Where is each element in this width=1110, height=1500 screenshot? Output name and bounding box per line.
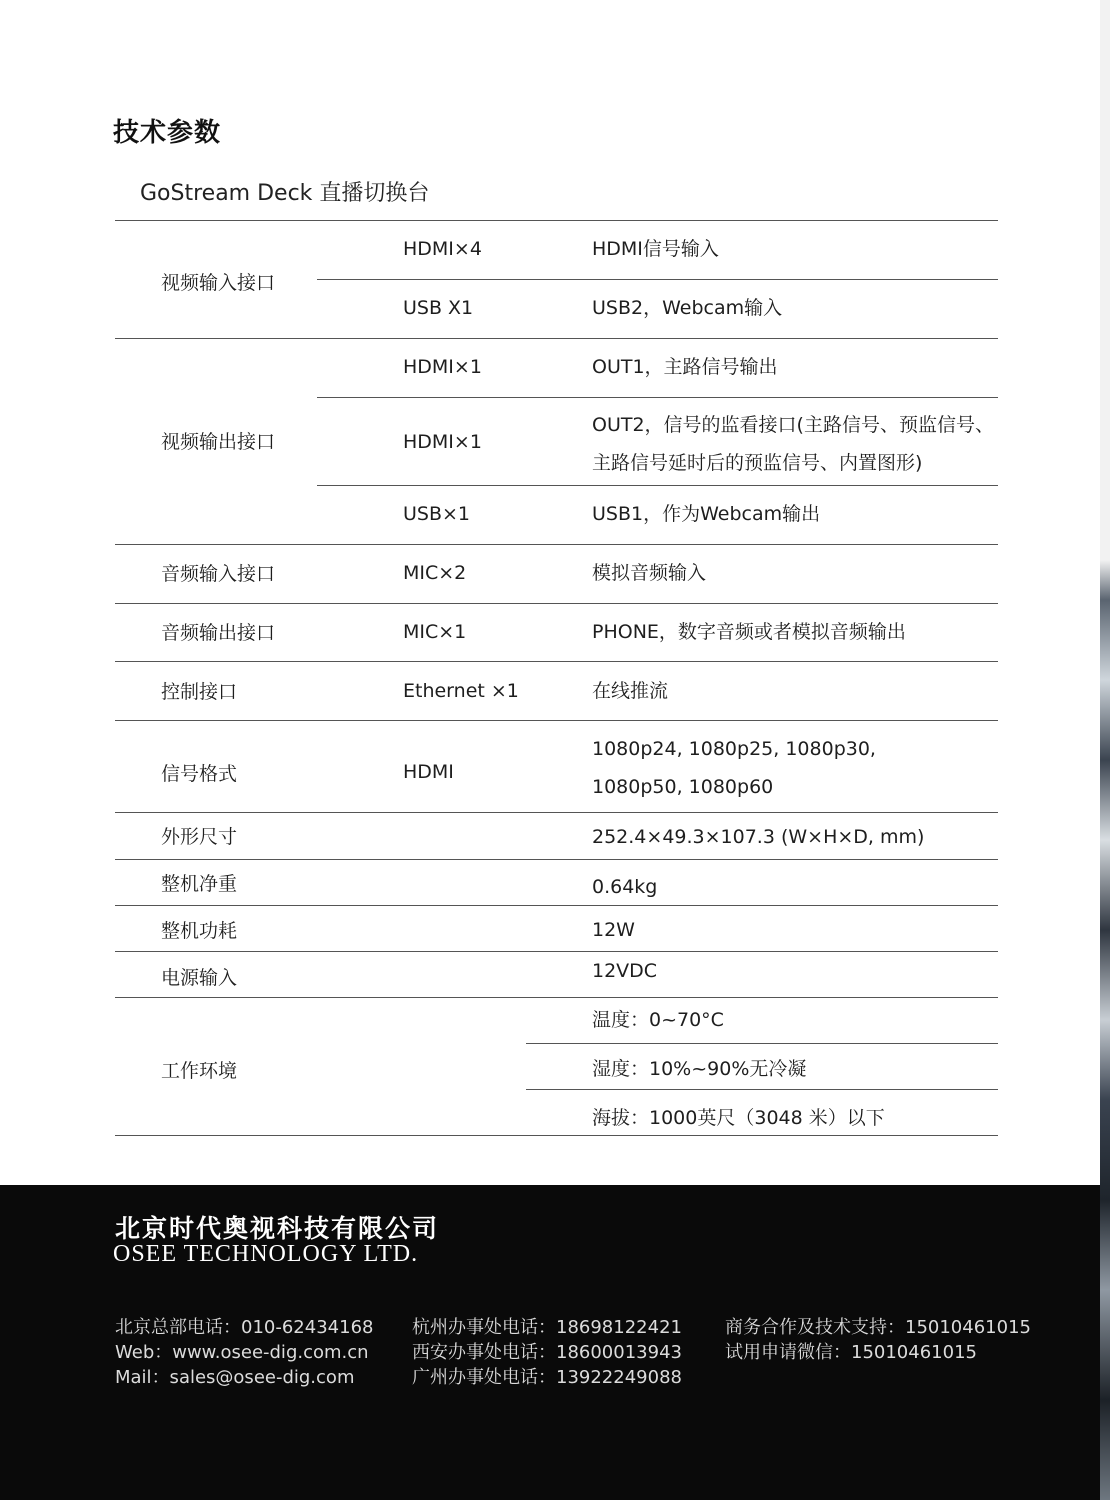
- table-rule: [115, 544, 998, 545]
- description-text: USB1，作为Webcam输出: [592, 503, 821, 525]
- port-value: HDMI×1: [403, 356, 482, 378]
- description-text: OUT2，信号的监看接口(主路信号、预监信号、: [592, 414, 994, 436]
- description-text: 0.64kg: [592, 876, 658, 898]
- support-phone: 商务合作及技术支持：15010461015: [725, 1317, 1031, 1338]
- table-rule: [317, 485, 998, 486]
- website-link[interactable]: Web：www.osee-dig.com.cn: [115, 1342, 369, 1363]
- port-value: USB X1: [403, 297, 474, 319]
- description-text: OUT1，主路信号输出: [592, 356, 778, 378]
- port-value: HDMI×4: [403, 238, 482, 260]
- port-value: Ethernet ×1: [403, 680, 519, 702]
- category-label: 外形尺寸: [161, 826, 238, 848]
- email-link[interactable]: Mail：sales@osee-dig.com: [115, 1367, 355, 1388]
- category-label: 整机功耗: [161, 920, 238, 942]
- contact-column-3: [725, 1315, 1031, 1365]
- company-name-en: OSEE TECHNOLOGY LTD.: [113, 1241, 419, 1267]
- port-value: MIC×2: [403, 562, 467, 584]
- port-value: USB×1: [403, 503, 471, 525]
- product-title: GoStream Deck 直播切换台: [140, 181, 430, 206]
- table-rule: [115, 220, 998, 221]
- table-rule: [115, 951, 998, 952]
- category-label: 控制接口: [161, 681, 238, 703]
- table-rule: [115, 812, 998, 813]
- contact-column-1: [115, 1315, 373, 1390]
- description-text: 主路信号延时后的预监信号、内置图形): [592, 452, 923, 474]
- table-rule: [526, 1089, 998, 1090]
- description-text: 12VDC: [592, 960, 658, 982]
- right-edge-photo-strip: [1100, 0, 1110, 1500]
- description-text: HDMI信号输入: [592, 238, 719, 260]
- description-text: 12W: [592, 919, 635, 941]
- hq-phone: 北京总部电话：010-62434168: [115, 1317, 374, 1338]
- description-text: 在线推流: [592, 680, 669, 702]
- description-text: 252.4×49.3×107.3 (W×H×D, mm): [592, 826, 925, 848]
- table-rule: [317, 279, 998, 280]
- table-rule: [115, 720, 998, 721]
- guangzhou-phone: 广州办事处电话：13922249088: [412, 1367, 682, 1388]
- footer: [0, 1185, 1100, 1500]
- table-rule: [115, 338, 998, 339]
- port-value: HDMI: [403, 761, 454, 783]
- description-text: 1080p50, 1080p60: [592, 776, 774, 798]
- company-name-cn: 北京时代奥视科技有限公司: [115, 1214, 440, 1243]
- category-label: 音频输入接口: [161, 563, 276, 585]
- table-rule: [115, 859, 998, 860]
- category-label: 视频输出接口: [161, 431, 276, 453]
- table-rule: [526, 1043, 998, 1044]
- port-value: HDMI×1: [403, 431, 482, 453]
- section-title: 技术参数: [113, 118, 222, 148]
- table-rule: [115, 661, 998, 662]
- port-value: MIC×1: [403, 621, 467, 643]
- hangzhou-phone: 杭州办事处电话：18698122421: [412, 1317, 682, 1338]
- table-rule: [317, 397, 998, 398]
- table-rule: [115, 905, 998, 906]
- description-text: 模拟音频输入: [592, 562, 707, 584]
- contact-column-2: [412, 1315, 682, 1390]
- category-label: 工作环境: [161, 1060, 238, 1082]
- category-label: 信号格式: [161, 763, 238, 785]
- description-text: 1080p24, 1080p25, 1080p30,: [592, 738, 876, 760]
- table-rule: [115, 603, 998, 604]
- description-text: PHONE，数字音频或者模拟音频输出: [592, 621, 906, 643]
- description-text: USB2，Webcam输入: [592, 297, 783, 319]
- trial-wechat: 试用申请微信：15010461015: [725, 1342, 977, 1363]
- category-label: 整机净重: [161, 873, 238, 895]
- category-label: 视频输入接口: [161, 272, 276, 294]
- description-text: 温度：0~70°C: [592, 1009, 724, 1031]
- xian-phone: 西安办事处电话：18600013943: [412, 1342, 682, 1363]
- category-label: 音频输出接口: [161, 622, 276, 644]
- description-text: 海拔：1000英尺（3048 米）以下: [592, 1107, 885, 1129]
- table-rule: [115, 997, 998, 998]
- category-label: 电源输入: [161, 967, 238, 989]
- description-text: 湿度：10%~90%无冷凝: [592, 1058, 807, 1080]
